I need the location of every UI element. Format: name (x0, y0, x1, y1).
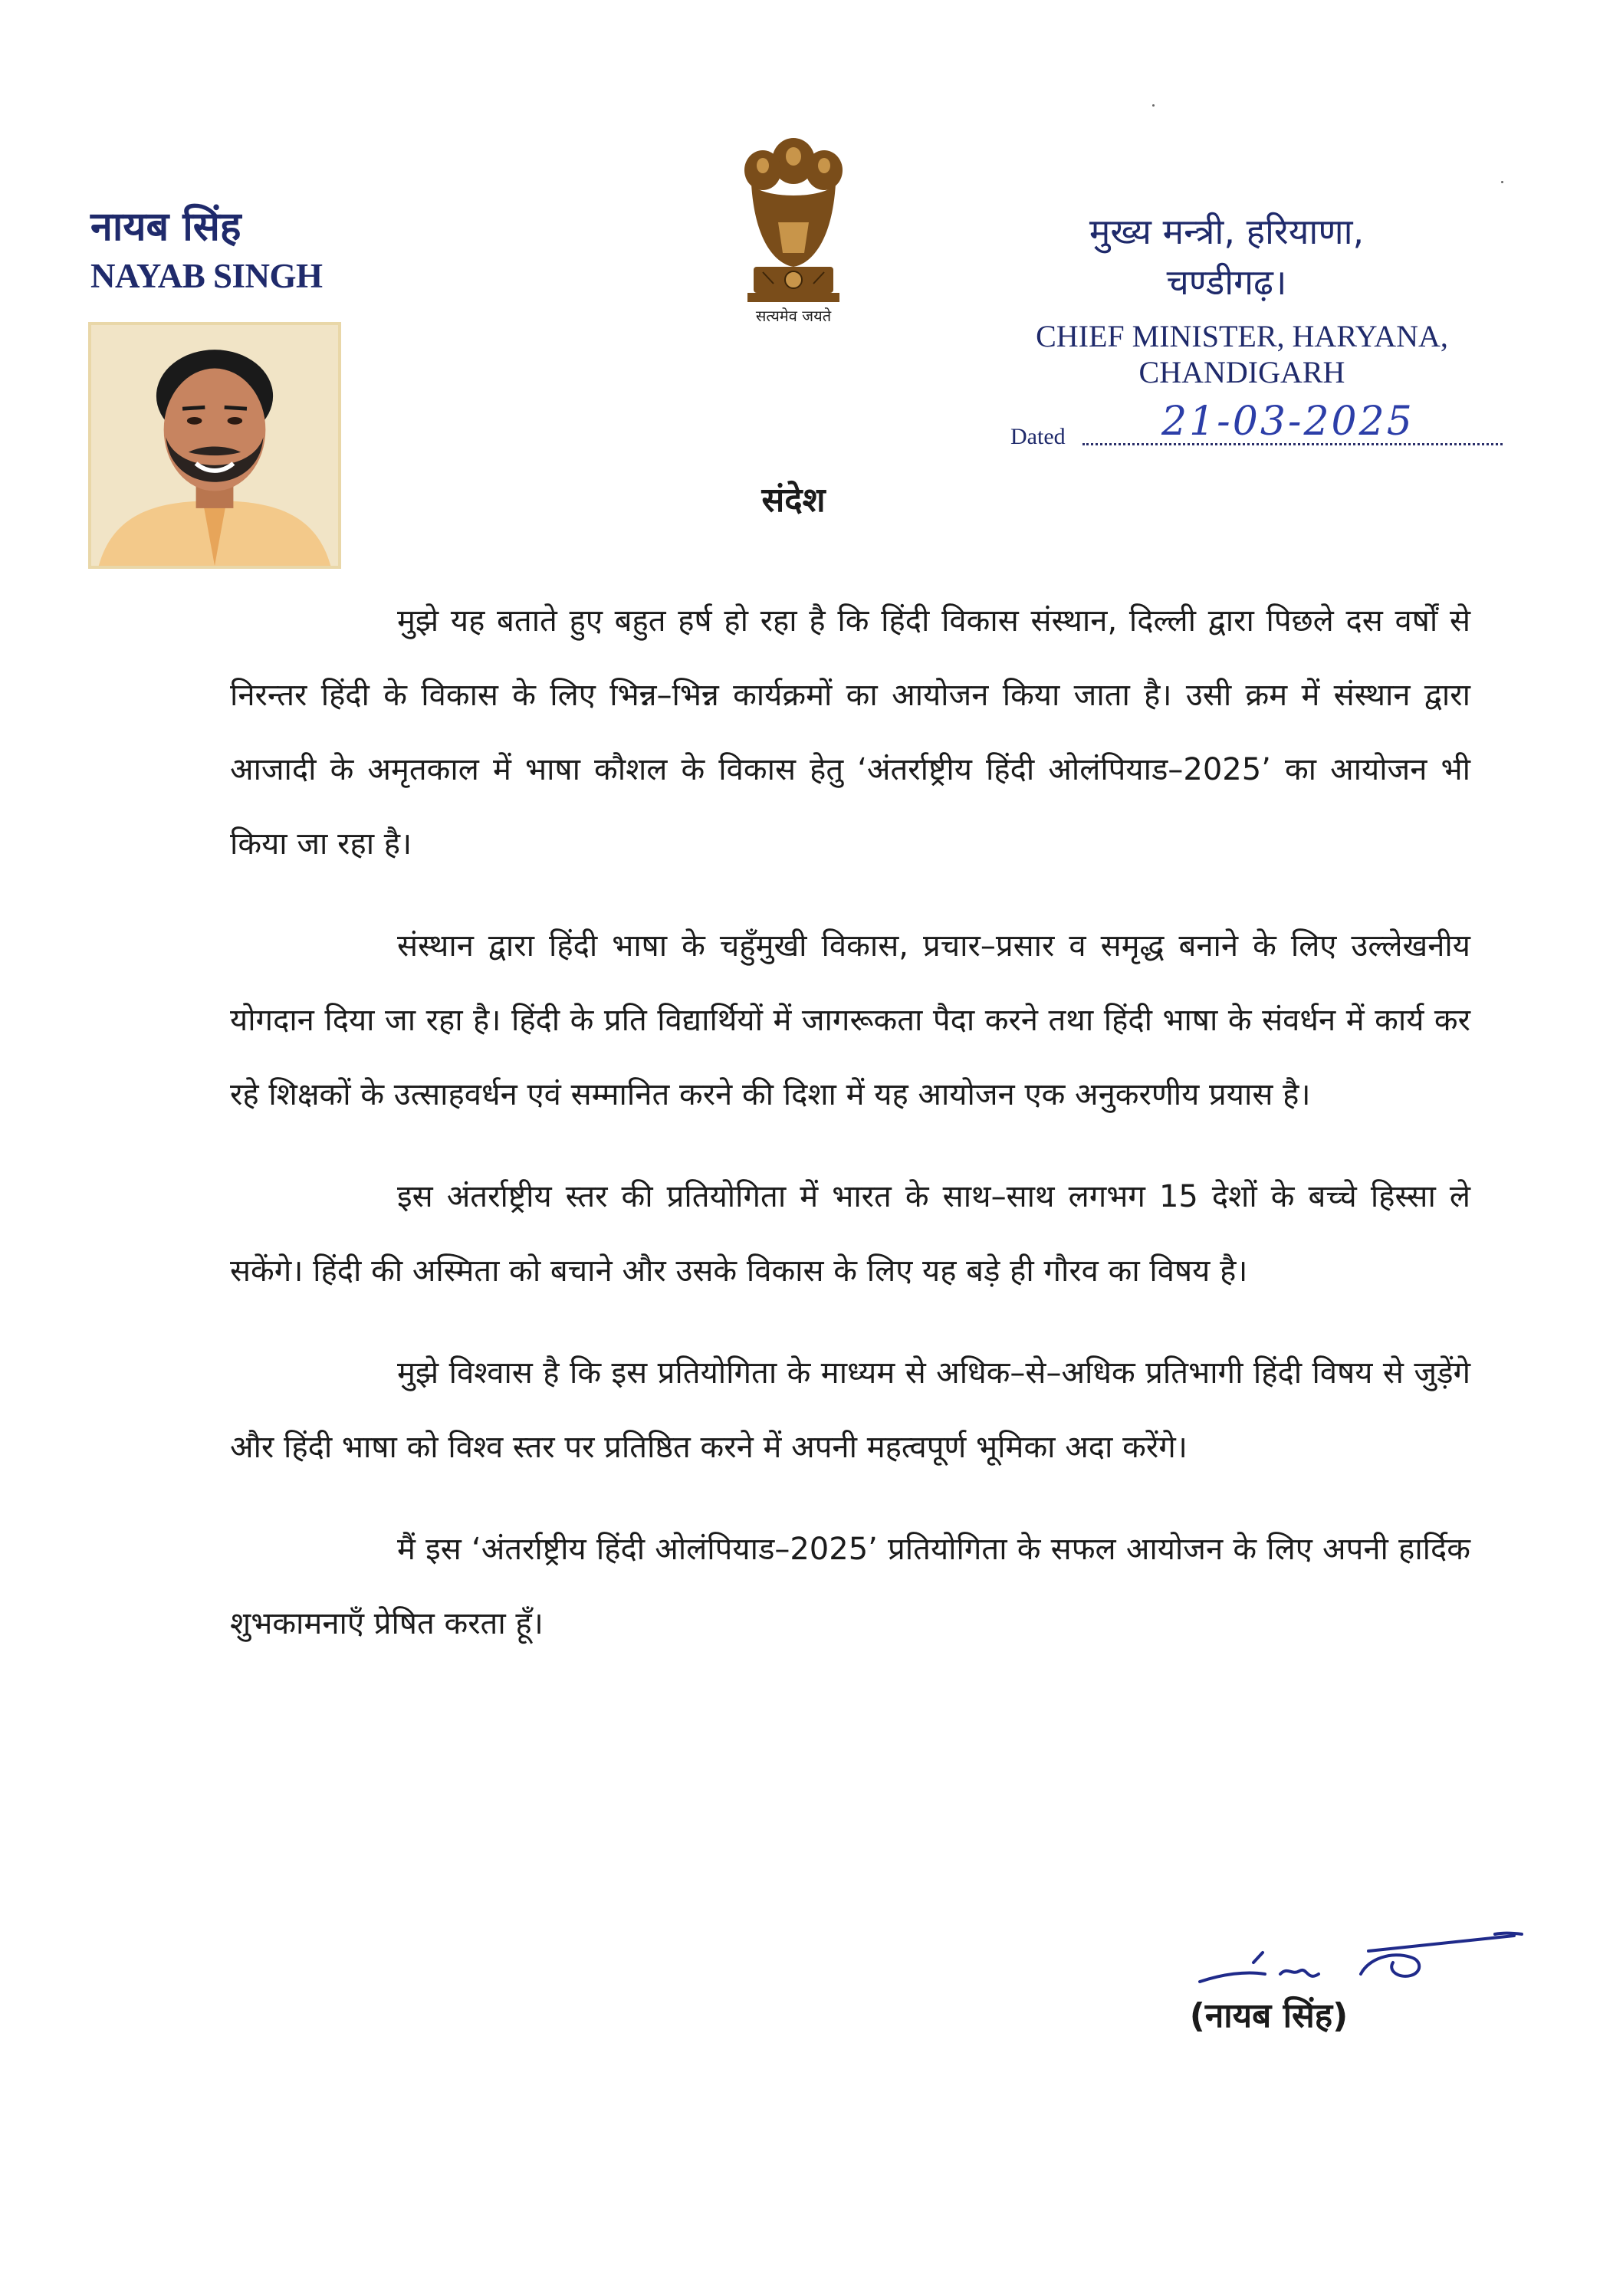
paragraph-3: इस अंतर्राष्ट्रीय स्तर की प्रतियोगिता में भारत के साथ–साथ लगभग 15 देशों के बच्चे हिस्सा ले सकेंगे। हिंदी की अस्मिता को बचाने और उसके विकास के लिए यह बड़े ही गौरव का विषय है। (230, 1179, 1470, 1289)
sender-name-hindi: नायब सिंह (90, 204, 241, 250)
dated-label: Dated (1010, 424, 1066, 449)
office-title-hindi-line2: चण्डीगढ़। (1166, 261, 1287, 303)
paragraph-2: संस्थान द्वारा हिंदी भाषा के चहुँमुखी विकास, प्रचार–प्रसार व समृद्ध बनाने के लिए उल्लेखनीय योगदान दिया जा रहा है। हिंदी के प्रति विद्यार्थियों में जागरूकता पैदा करने तथा हिंदी भाषा के संवर्धन में कार्य कर रहे शिक्षकों के उत्साहवर्धन एवं सम्मानित करने की दिशा में यह आयोजन एक अनुकरणीय प्रयास है। (230, 928, 1470, 1112)
message-body (230, 584, 1470, 1689)
sender-name-english: NAYAB SINGH (90, 257, 323, 295)
scan-speck (1152, 104, 1155, 107)
dated-value-handwritten: 21-03-2025 (1161, 399, 1414, 445)
office-title-english-line1: CHIEF MINISTER, HARYANA, (1036, 319, 1448, 353)
state-emblem-icon (724, 130, 862, 330)
emblem-motto: सत्यमेव जयते (755, 307, 832, 325)
office-title-hindi-line1: मुख्य मन्त्री, हरियाणा, (1089, 211, 1365, 252)
paragraph-4: मुझे विश्वास है कि इस प्रतियोगिता के माध्यम से अधिक–से–अधिक प्रतिभागी हिंदी विषय से जुड़ेंगे और हिंदी भाषा को विश्व स्तर पर प्रतिष्ठित करने में अपनी महत्वपूर्ण भूमिका अदा करेंगे। (230, 1355, 1470, 1465)
portrait-photo (88, 322, 341, 569)
signatory-name: (नायब सिंह) (1189, 1996, 1349, 2035)
message-title: संदेश (761, 481, 826, 520)
paragraph-1: मुझे यह बताते हुए बहुत हर्ष हो रहा है कि हिंदी विकास संस्थान, दिल्ली द्वारा पिछले दस वर्षों से निरन्तर हिंदी के विकास के लिए भिन्न–भिन्न कार्यक्रमों का आयोजन किया जाता है। उसी क्रम में संस्थान द्वारा आजादी के अमृतकाल में भाषा कौशल के विकास हेतु ‘अंतर्राष्ट्रीय हिंदी ओलंपियाड–2025’ का आयोजन भी किया जा रहा है। (230, 603, 1470, 862)
office-title-english-line2: CHANDIGARH (1138, 355, 1345, 389)
paragraph-5: मैं इस ‘अंतर्राष्ट्रीय हिंदी ओलंपियाड–2025’ प्रतियोगिता के सफल आयोजन के लिए अपनी हार्दिक शुभकामनाएँ प्रेषित करता हूँ। (230, 1532, 1470, 1641)
scan-speck (1501, 181, 1503, 183)
